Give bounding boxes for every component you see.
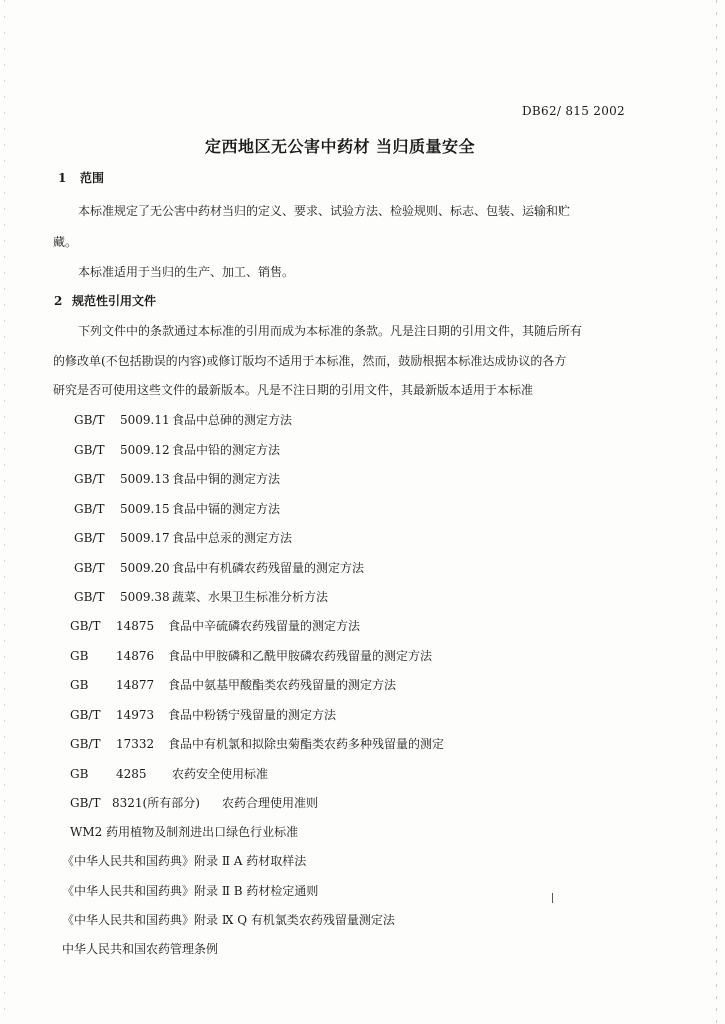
reference-item: 《中华人民共和国药典》附录 Ⅸ Q 有机氯类农药残留量测定法 (62, 913, 395, 927)
reference-item: GB/T 14875 食品中辛硫磷农药残留量的测定方法 (70, 619, 361, 633)
section-number: 2 (54, 294, 63, 308)
reference-item: 《中华人民共和国药典》附录 Ⅱ A 药材取样法 (62, 854, 307, 868)
reference-item: GB/T 5009.12 食品中铅的测定方法 (74, 443, 281, 457)
reference-item: GB/T 5009.11 食品中总砷的测定方法 (74, 413, 293, 427)
scope-para-line: 藏。 (53, 235, 78, 249)
standard-number: DB62/ 815 2002 (521, 104, 625, 118)
reference-item: GB/T 5009.20 食品中有机磷农药残留量的测定方法 (74, 561, 365, 575)
reference-item: GB 4285 农药安全使用标准 (70, 767, 269, 781)
reference-item: GB/T 5009.38 蔬菜、水果卫生标准分析方法 (74, 590, 329, 604)
reference-item: GB/T 5009.13 食品中铜的测定方法 (74, 472, 281, 486)
reference-item: GB/T 8321(所有部分) 农药合理使用准则 (70, 796, 319, 810)
reference-item: GB 14877 食品中氨基甲酸酯类农药残留量的测定方法 (70, 678, 397, 692)
reference-item: 中华人民共和国农药管理条例 (62, 942, 219, 956)
reference-item: GB/T 5009.15 食品中镉的测定方法 (74, 502, 281, 516)
reference-item: GB/T 17332 食品中有机氯和拟除虫菊酯类农药多种残留量的测定 (70, 737, 445, 751)
section-title: 范围 (80, 171, 105, 185)
reference-item: GB/T 5009.17 食品中总汞的测定方法 (74, 531, 293, 545)
intro-para-line: 下列文件中的条款通过本标准的引用而成为本标准的条款。凡是注日期的引用文件，其随后所有 (78, 324, 583, 338)
section-title: 规范性引用文件 (72, 294, 157, 308)
scan-edge-right (716, 0, 717, 1024)
reference-item: GB 14876 食品中甲胺磷和乙酰甲胺磷农药残留量的测定方法 (70, 649, 433, 663)
scope-applicability: 本标准适用于当归的生产、加工、销售。 (78, 265, 295, 279)
intro-para-line: 的修改单(不包括勘误的内容)或修订版均不适用于本标准，然而，鼓励根据本标准达成协议的各方 (53, 354, 567, 368)
scope-para-line: 本标准规定了无公害中药材当归的定义、要求、试验方法、检验规则、标志、包装、运输和贮 (78, 204, 571, 218)
intro-para-line: 研究是否可使用这些文件的最新版本。凡是不注日期的引用文件，其最新版本适用于本标准 (53, 383, 534, 397)
section-2-heading (54, 292, 156, 309)
reference-item: GB/T 14973 食品中粉锈宁残留量的测定方法 (70, 708, 337, 722)
scan-speck (552, 893, 553, 903)
section-number: 1 (58, 171, 67, 185)
section-1-heading (58, 169, 104, 186)
reference-item: 《中华人民共和国药典》附录 Ⅱ B 药材检定通则 (62, 884, 319, 898)
reference-item: WM2 药用植物及制剂进出口绿色行业标准 (70, 825, 299, 839)
document-title: 定西地区无公害中药材 当归质量安全 (204, 137, 476, 156)
